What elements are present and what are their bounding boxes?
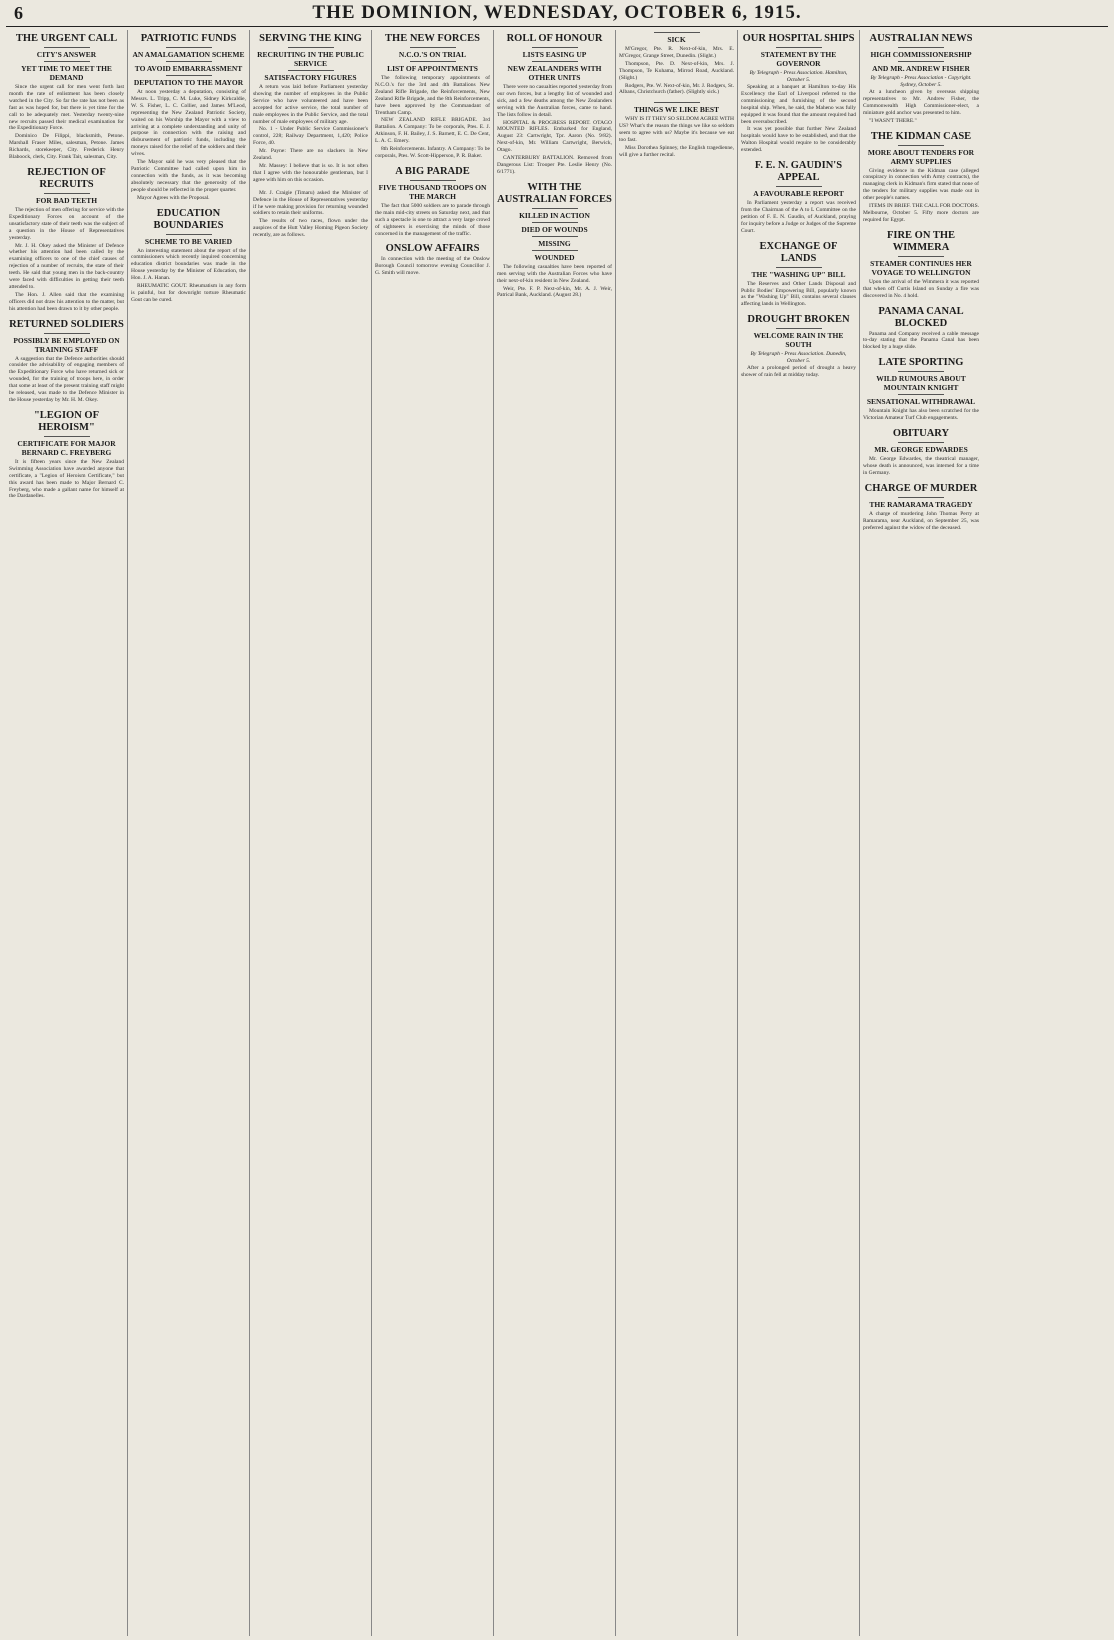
article-headline: DROUGHT BROKEN [747, 314, 850, 326]
rule-divider [898, 394, 944, 395]
column-8 [860, 30, 982, 1636]
article-paragraph: Thompson, Pte. D. Next-of-kin, Mrs. J. Thompson, Te Kuhama, Mirrod Road, Auckland. (Slight.) [619, 60, 734, 81]
article [253, 190, 368, 239]
article-paragraph: No. 1 - Under Public Service Commissioner's control, 228; Railway Department, 1,420; Police Force, 40. [253, 126, 368, 147]
article-subheading: WILD RUMOURS ABOUT MOUNTAIN KNIGHT [876, 374, 966, 393]
rule-divider [44, 61, 90, 62]
article-headline: F. E. N. GAUDIN'S APPEAL [754, 160, 843, 184]
article [9, 319, 124, 404]
rule-divider [898, 145, 944, 146]
article-paragraph: Weir, Pte. F. P. Next-of-kin, Mr. A. J. Weir, Patrical Bank, Auckland. (August 28.) [497, 285, 612, 299]
article-headline: A BIG PARADE [395, 165, 470, 177]
article-subheading: FOR BAD TEETH [35, 195, 98, 205]
rule-divider [532, 47, 578, 48]
article-paragraph: Dominico De Filippi, blacksmith, Petone. Marshall Fraser Miles, salesman, Petone. James Richards, storekeeper, City. Frederick Henry Blaboock, clerk, City. Frank Tait, salesman, City. [9, 133, 124, 161]
article-subheading: DEPUTATION TO THE MAYOR [133, 78, 244, 87]
article-paragraph: WHY IS IT THEY SO SELDOM AGREE WITH US? What's the reason the things we like so seldom seem to agree with us? Maybe it's because we eat too fast. [619, 116, 734, 144]
article-paragraph: A charge of murdering John Thomas Perry at Ramarama, near Auckland, on September 25, was preferred against the widow of the deceased. [863, 510, 979, 531]
article-headline: "LEGION OF HEROISM" [33, 409, 100, 433]
article-subheading: SATISFACTORY FIGURES [264, 73, 357, 82]
article-paragraph: Upon the arrival of the Wimmera it was reported that when off Curtis Island on Sunday a fire was discovered in No. 4 hold. [863, 278, 979, 299]
rule-divider [44, 436, 90, 437]
article-subheading: AN AMALGAMATION SCHEME [132, 50, 245, 59]
article [741, 33, 856, 154]
article-paragraph: Giving evidence in the Kidman case (alleged conspiracy in connection with Army contracts), the managing clerk in Kidman's firm stated that none of the tenders for military supplies was made out in other people's names. [863, 167, 979, 202]
article-subheading: MISSING [538, 238, 571, 248]
article [863, 483, 979, 532]
article-subheading: NEW ZEALANDERS WITH OTHER UNITS [507, 64, 602, 82]
article-subheading: MORE ABOUT TENDERS FOR ARMY SUPPLIES [867, 147, 975, 166]
rule-divider [776, 47, 822, 48]
article-paragraph: In connection with the meeting of the Onslow Borough Council tomorrow evening Councillor J. G. Smith will move. [375, 256, 490, 277]
rule-divider [44, 193, 90, 194]
article-subheading: WELCOME RAIN IN THE SOUTH [753, 331, 844, 350]
article-dateline: By Telegraph - Press Association - Copyright. Sydney, October 5. [870, 75, 972, 88]
rule-divider [532, 208, 578, 209]
article-subheading: N.C.O.'S ON TRIAL [398, 50, 467, 59]
article-subheading: CITY'S ANSWER [36, 50, 97, 59]
rule-divider [898, 256, 944, 257]
article-paragraph: NEW ZEALAND RIFLE BRIGADE. 3rd Battalion. A Company: To be corporals, Ptes. E. J. Atkinson, F. H. Bailey, J. S. Barnett, E. C. De Cent, L. A. C. Emery. [375, 117, 490, 145]
rule-divider [410, 180, 456, 181]
article-subheading: SENSATIONAL WITHDRAWAL [866, 397, 976, 407]
article-paragraph: A return was laid before Parliament yesterday showing the number of employees in the Public Service who have volunteered and have been accepted for active service, the total number of male employees in the Public Service, and the total number of male employees of military age. [253, 84, 368, 125]
article-paragraph: ITEMS IN BRIEF. THE CALL FOR DOCTORS. Melbourne, October 5. Fifty more doctors are required for Egypt. [863, 203, 979, 223]
article-paragraph: At noon yesterday a deputation, consisting of Messrs. L. Tripp, C. M. Luke, Sidney Kirkcaldie, W. S. Fisher, L. C. Collier, and James M'Leod, representing the New Zealand Patriotic Society, waited on his Worship the Mayor with a view to arriving at a complete understanding and unity of purpose in connection with the raising and disbursement of patriotic funds, including the moneys raised for the relief of the soldiers and their wives. [131, 89, 246, 158]
article-paragraph: It is fifteen years since the New Zealand Swimming Association have awarded anyone that certificate, a "Legion of Heroism Certificate," but this award has been made to Major Bernard C. Freyberg, who made a gallant name for himself at the Dardanelles. [9, 458, 124, 500]
article-paragraph: The results of two races, flown under the auspices of the Hutt Valley Homing Pigeon Society recently, are as follows. [253, 218, 368, 239]
article-subheading: LIST OF APPOINTMENTS [387, 64, 478, 73]
column-3 [250, 30, 372, 1636]
rule-divider [898, 442, 944, 443]
rule-divider [898, 371, 944, 372]
column-container [6, 30, 1108, 1636]
article-headline: PANAMA CANAL BLOCKED [878, 305, 964, 329]
article-paragraph: After a prolonged period of drought a heavy shower of rain fell at midday today. [741, 365, 856, 379]
article-paragraph: 8th Reinforcements. Infantry. A Company: To be corporals, Ptes. W. Scott-Hipperson, P. R. Baker. [375, 146, 490, 159]
article-paragraph: The Mayor said he was very pleased that the Patriotic Committee had called upon him in connection with the funds, as it was becoming absolutely necessary that the generosity of the people should be reflected in the proper quarter. [131, 159, 246, 193]
rule-divider [288, 70, 334, 71]
article-paragraph: Miss Dorothea Spinney, the English tragedienne, will give a further recital. [619, 144, 734, 158]
article-headline: SERVING THE KING [259, 33, 362, 44]
rule-divider [654, 32, 700, 33]
article-subheading: STEAMER CONTINUES HER VOYAGE TO WELLINGTON [870, 258, 972, 277]
article [9, 33, 124, 161]
article-paragraph: "I WASN'T THERE." [869, 117, 917, 124]
article-paragraph: Mayor Agrees with the Proposal. [137, 194, 210, 201]
article-paragraph: It was yet possible that further New Zealand hospitals would have to be established, and that the Walton Hospital would require to be considerably extended. [741, 126, 856, 154]
article-paragraph: The fact that 5000 soldiers are to parade through the main mid-city streets on Saturday next, and that such a spectacle is one to attract a very large crowd of sightseers is exercising the minds of those concerned in the management of the traffic. [375, 202, 490, 237]
article [619, 102, 734, 158]
rule-divider [166, 47, 212, 48]
article-paragraph: Mountain Knight has also been scratched for the Victorian Amateur Turf Club engagements. [863, 408, 979, 422]
article-headline: AUSTRALIAN NEWS [869, 33, 973, 44]
article-paragraph: M'Gregor, Pte. R. Next-of-kin, Mrs. E. M'Gregor, Grange Street, Dunedin. (Slight.) [619, 46, 734, 59]
column-6 [616, 30, 738, 1636]
article-paragraph: Rodgers, Pte. W. Next-of-kin, Mr. J. Rodgers, St. Albans, Christchurch (father). (Slightly sick.) [619, 82, 734, 96]
rule-divider [166, 61, 212, 62]
article-headline: THE URGENT CALL [15, 33, 118, 44]
article-paragraph: There were no casualties reported yesterday from our own forces, but a lengthy list of wounded and sick, and a few deaths among the New Zealanders serving with the Australian forces, came to hand. The lists follow in detail. [497, 84, 612, 118]
article-headline: THE KIDMAN CASE [870, 130, 972, 142]
article [497, 33, 612, 176]
article-headline: PATRIOTIC FUNDS [140, 33, 237, 44]
article-paragraph: At a luncheon given by overseas shipping representatives to Mr. Andrew Fisher, the Commonwealth High Commissioner-elect, a miniature gold anchor was presented to him. [863, 89, 979, 116]
article-dateline: By Telegraph - Press Association. Hamilton, October 5. [749, 70, 848, 83]
article-headline: FIRE ON THE WIMMERA [886, 229, 956, 253]
article [863, 306, 979, 352]
article-subheading: HIGH COMMISSIONERSHIP [870, 50, 972, 59]
article [131, 208, 246, 304]
article-subheading: THE RAMARAMA TRAGEDY [869, 499, 973, 509]
rule-divider [410, 61, 456, 62]
article-paragraph: Mr. J. Craigie (Timaru) asked the Minister of Defence in the House of Representatives yesterday if he were making provision for returning wounded soldiers to retain their uniforms. [253, 189, 368, 217]
article-paragraph: Since the urgent call for men went forth last month the rate of enlistment has been closely watched in the City. So far the rate has not been as fast as was hoped for, but there is yet time for the call to be adequately met. Yesterday twenty-nine new recruits passed their medical examination for the Expeditionary Force. [9, 84, 124, 132]
article-headline: ONSLOW AFFAIRS [385, 243, 480, 255]
rule-divider [654, 102, 700, 103]
article [741, 160, 856, 235]
rule-divider [898, 497, 944, 498]
article-paragraph: A suggestion that the Defence authorities should consider the advisability of engaging members of the Expeditionary Force who have returned sick or wounded, for the training of troops here, in order that some at least of the present training staff might be released, was made to the Defence Minister in the House yesterday by Mr. H. M. Okey. [9, 355, 124, 403]
article-subheading: WOUNDED [534, 252, 575, 262]
article-paragraph: Speaking at a banquet at Hamilton to-day His Excellency the Earl of Liverpool referred to the commissioning and furnishing of the second hospital ship. When, he said, the Maheno was fully equipped it was found that the amount required had been oversubscribed. [741, 84, 856, 125]
article-subheading: RECRUITING IN THE PUBLIC SERVICE [257, 50, 364, 68]
article-subheading: CERTIFICATE FOR MAJOR BERNARD C. FREYBERG [17, 438, 116, 457]
article-subheading: AND MR. ANDREW FISHER [872, 64, 970, 73]
rule-divider [532, 61, 578, 62]
article-headline: CHARGE OF MURDER [864, 482, 978, 494]
article [863, 230, 979, 300]
article-paragraph: The Hon. J. Allen said that the examining officers did not draw his attention to the matter, but his attention had been drawn to it by other people. [9, 291, 124, 312]
article [863, 357, 979, 422]
article-headline: LATE SPORTING [878, 357, 964, 369]
rule-divider [288, 47, 334, 48]
article [863, 33, 979, 125]
newspaper-title: THE DOMINION, WEDNESDAY, OCTOBER 6, 1915. [312, 2, 802, 23]
article [497, 182, 612, 300]
rule-divider [532, 222, 578, 223]
article-dateline: By Telegraph - Press Association. Dunedin, October 5. [750, 351, 847, 365]
article [375, 166, 490, 238]
rule-divider [776, 328, 822, 329]
article [253, 33, 368, 184]
column-1 [6, 30, 128, 1636]
article-subheading: MR. GEORGE EDWARDES [874, 445, 968, 455]
article-paragraph: In Parliament yesterday a report was received from the Chairman of the A to L Committee on the petition of F. E. N. Gaudin, of Auckland, praying for inquiry before a Judge or Judges of the Supreme Court. [741, 200, 856, 234]
article-paragraph: RHEUMATIC GOUT. Rheumatism in any form is painful, but for downright torture Rheumatic Gout can be cured. [131, 283, 246, 303]
column-2 [128, 30, 250, 1636]
article-headline: THE NEW FORCES [385, 33, 480, 44]
article [9, 167, 124, 313]
article-paragraph: The Reserves and Other Lands Disposal and Public Bodies' Empowering Bill, popularly known as the "Washing Up" Bill, contains several clauses affecting lands in Wellington. [741, 280, 856, 308]
article-subheading: SCHEME TO BE VARIED [144, 236, 233, 246]
article [741, 241, 856, 309]
rule-divider [44, 47, 90, 48]
article [9, 410, 124, 500]
rule-divider [532, 236, 578, 237]
article-subheading: STATEMENT BY THE GOVERNOR [760, 50, 837, 68]
article [863, 428, 979, 477]
article-headline: WITH THE AUSTRALIAN FORCES [497, 181, 612, 205]
article-paragraph: HOSPITAL & PROGRESS REPORT. OTAGO MOUNTED RIFLES. Embarked for England, August 23: Cartwright, Tpr. Aaron (No. 9/82). Next-of-kin, Mr. William Cartwright, Berwick, Otago. [497, 119, 612, 154]
article-paragraph: An interesting statement about the report of the commissioners which recently inquired concerning education district boundaries was made in the House yesterday by the Minister of Education, the Hon. J. A. Hanan. [131, 247, 246, 282]
column-4 [372, 30, 494, 1636]
article [741, 314, 856, 379]
article [619, 32, 734, 96]
article [375, 33, 490, 160]
article-subheading: THE "WASHING UP" BILL [751, 269, 846, 279]
article [375, 243, 490, 277]
column-7 [738, 30, 860, 1636]
masthead [6, 0, 1108, 27]
rule-divider [532, 250, 578, 251]
article-subheading: LISTS EASING UP [522, 50, 587, 59]
article-headline: OBITUARY [892, 428, 950, 440]
page-number: 6 [14, 3, 23, 23]
rule-divider [898, 47, 944, 48]
article-subheading: YET TIME TO MEET THE DEMAND [21, 64, 112, 82]
rule-divider [776, 186, 822, 187]
article [131, 33, 246, 202]
article-headline: REJECTION OF RECRUITS [27, 166, 106, 190]
rule-divider [776, 267, 822, 268]
article-headline: EXCHANGE OF LANDS [759, 240, 838, 264]
article-subheading: POSSIBLY BE EMPLOYED ON TRAINING STAFF [13, 335, 120, 354]
article-headline: RETURNED SOLDIERS [9, 318, 124, 330]
article-subheading: SICK [667, 35, 686, 44]
article-headline: ROLL OF HONOUR [506, 33, 603, 44]
article-headline: EDUCATION BOUNDARIES [153, 207, 224, 231]
column-5 [494, 30, 616, 1636]
article-subheading: A FAVOURABLE REPORT [753, 189, 844, 199]
article-subheading: THINGS WE LIKE BEST [633, 105, 720, 115]
article-subheading: KILLED IN ACTION [519, 210, 590, 220]
article-paragraph: The rejection of men offering for service with the Expeditionary Forces on account of the unsatisfactory state of their teeth was the subject of a question in the House of Representatives yesterday. [9, 206, 124, 241]
article-paragraph: Mr. J. H. Okey asked the Minister of Defence whether his attention had been called by the examining officers to one of the chief causes of rejection of a number of recruits, the state of their teeth. He said that young men in the back-country were faced with difficulties in getting their teeth attended to. [9, 242, 124, 290]
article-paragraph: Panama and Company received a cable message to-day stating that the Panama Canal has been blocked by a huge slide. [863, 330, 979, 351]
rule-divider [44, 333, 90, 334]
article-paragraph: CANTERBURY BATTALION. Removed from Dangerous List: Trooper Pte. Leslie Henry (No. 6/1771). [497, 155, 612, 175]
rule-divider [410, 47, 456, 48]
rule-divider [166, 75, 212, 76]
article-paragraph: Mr. Massey: I believe that is so. It is not often that I agree with the honourable gentleman, but I agree with him on this occasion. [253, 162, 368, 183]
article-subheading: TO AVOID EMBARRASSMENT [134, 64, 243, 73]
article-paragraph: Mr. Payne: There are no slackers in New Zealand. [253, 148, 368, 162]
article-paragraph: The following casualties have been reported of men serving with the Australian Forces who have their next-of-kin resident in New Zealand. [497, 263, 612, 284]
rule-divider [166, 234, 212, 235]
article [863, 131, 979, 224]
article-subheading: DIED OF WOUNDS [521, 224, 588, 234]
article-paragraph: Mr. George Edwardes, the theatrical manager, whose death is announced, was interned for a time in Germany. [863, 456, 979, 476]
rule-divider [898, 61, 944, 62]
article-paragraph: The following temporary appointments of N.C.O.'s for the 3rd and 4th Battalions New Zealand Rifle Brigade, the Reinforcements, New Zealand Rifle Brigade, and the 8th Reinforcements, have been approved by the Commandant of Trentham Camp. [375, 75, 490, 116]
article-subheading: FIVE THOUSAND TROOPS ON THE MARCH [378, 182, 487, 201]
article-headline: OUR HOSPITAL SHIPS [742, 33, 855, 44]
